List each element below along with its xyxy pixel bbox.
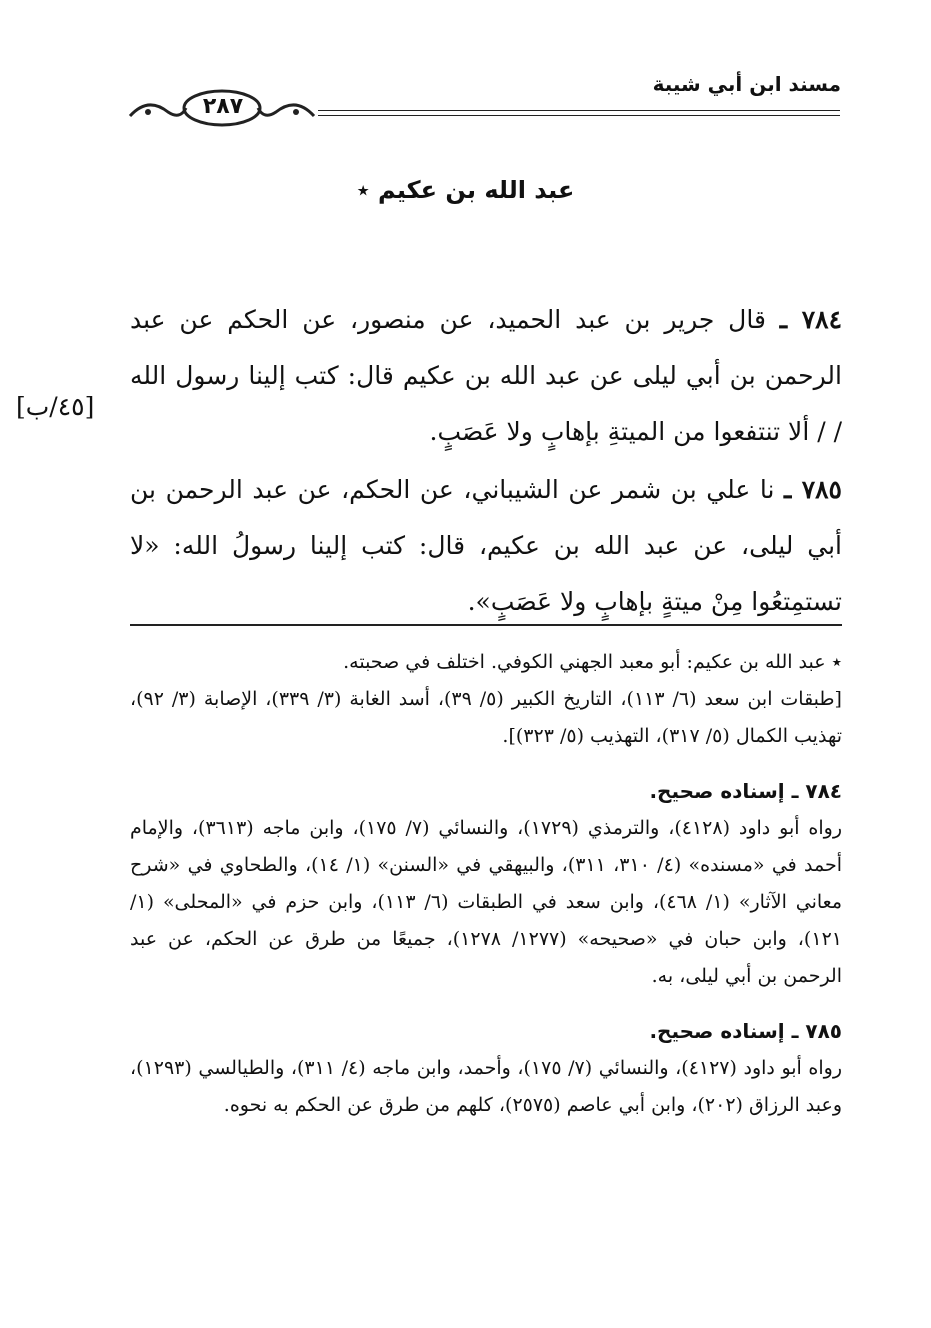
footnotes [130, 644, 842, 1124]
book-title: مسند ابن أبي شيبة [652, 72, 841, 96]
footnote-785-text: رواه أبو داود (٤١٢٧)، والنسائي (٧/ ١٧٥)، وأحمد، وابن ماجه (٤/ ٣١١)، والطيالسي (١٢٩٣)، وعبد الرزاق (٢٠٢)، وابن أبي عاصم (٢٥٧٥)، كلهم من طرق عن الحكم به نحوه. [130, 1057, 842, 1116]
hadith-785 [130, 462, 842, 630]
footnote-784-text: رواه أبو داود (٤١٢٨)، والترمذي (١٧٢٩)، والنسائي (٧/ ١٧٥)، وابن ماجه (٣٦١٣)، والإمام أحمد في «مسنده» (٤/ ٣١٠، ٣١١)، والبيهقي في «السنن» (١/ ١٤)، والطحاوي في «شرح معاني الآثار» (١/ ٤٦٨)، وابن سعد في الطبقات (٦/ ١١٣)، وابن حزم في «المحلى» (١/ ١٢١)، وابن حبان في «صحيحه» (١٢٧٧/ ١٢٧٨)، جميعًا من طرق عن الحكم، عن عبد الرحمن بن أبي ليلى، به. [130, 817, 843, 987]
hadith-number: ٧٨٥ ـ [784, 475, 842, 504]
footnote-bio: ٭ عبد الله بن عكيم: أبو معبد الجهني الكوفي. اختلف في صحبته. [343, 651, 842, 673]
section-title: عبد الله بن عكيم ٭ [356, 176, 575, 204]
hadith-784 [130, 292, 842, 460]
footnote-784-heading: ٧٨٤ ـ إسناده صحيح. [649, 779, 842, 803]
header-rules [318, 110, 840, 120]
footnote-separator [130, 624, 842, 626]
page-number: ٢٨٧ [202, 94, 244, 119]
hadith-text: قال جرير بن عبد الحميد، عن منصور، عن الحكم عن عبد الرحمن بن أبي ليلى عن عبد الله بن عكيم قال: كتب إلينا رسول الله / / ألا تنتفعوا من الميتةِ بإهابٍ ولا عَصَبٍ. [130, 305, 842, 446]
main-text [130, 292, 842, 632]
page-header [0, 0, 931, 140]
header-rule [318, 115, 840, 120]
hadith-number: ٧٨٤ ـ [779, 305, 843, 334]
footnote-bio-refs: [طبقات ابن سعد (٦/ ١١٣)، التاريخ الكبير (٥/ ٣٩)، أسد الغابة (٣/ ٣٣٩)، الإصابة (٣/ ٩٢)، تهذيب الكمال (٥/ ٣١٧)، التهذيب (٥/ ٣٢٣)]. [130, 688, 842, 747]
hadith-text: نا علي بن شمر عن الشيباني، عن الحكم، عن عبد الرحمن بن أبي ليلى، عن عبد الله بن عكيم، قال: كتب إلينا رسولُ الله: «لا تستمِتعُوا مِنْ ميتةٍ بإهابٍ ولا عَصَبٍ». [130, 475, 842, 616]
manuscript-folio-ref: [٤٥/ب] [16, 392, 95, 421]
footnote-785-heading: ٧٨٥ ـ إسناده صحيح. [649, 1019, 842, 1043]
